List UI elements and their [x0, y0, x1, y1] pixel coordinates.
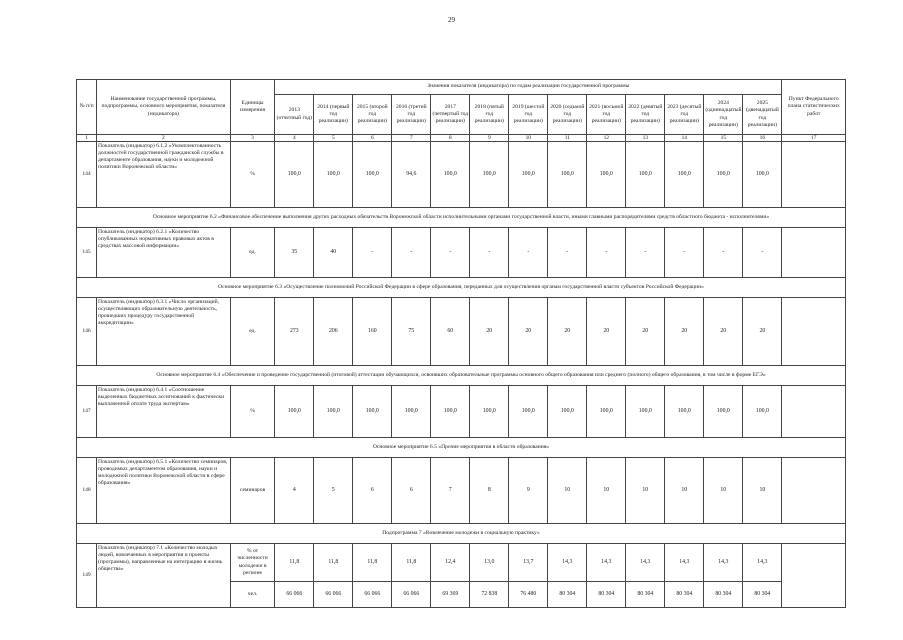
unit-cell: %: [230, 142, 275, 208]
value-cell: 10: [704, 458, 743, 524]
value-cell: 14,3: [704, 544, 743, 582]
column-index: 1: [77, 135, 97, 142]
row-number: 145: [77, 228, 97, 278]
value-cell: 8: [470, 458, 509, 524]
header-unit: Единицы измерения: [230, 80, 275, 135]
column-index: 13: [626, 135, 665, 142]
header-values: Значения показателя (индикатора) по годам реализации государственной программы: [275, 80, 782, 95]
plan-cell: [782, 386, 846, 438]
section-row: [77, 208, 846, 228]
unit-cell: % от численности молодежи в регионе: [230, 544, 275, 582]
value-cell: 60: [431, 298, 470, 366]
value-cell: 66 066: [353, 582, 392, 608]
row-number: 146: [77, 298, 97, 366]
value-cell: 273: [275, 298, 314, 366]
column-index: 11: [548, 135, 587, 142]
indicator-name: Показатель (индикатор) 6.5.1 «Количество семинаров, проводимых департаментом образования, науки и молодежной политики Воронежской области в сфере образования»: [97, 458, 231, 524]
value-cell: 12,4: [431, 544, 470, 582]
plan-cell: [782, 142, 846, 208]
value-cell: 66 066: [314, 582, 353, 608]
value-cell: 6: [392, 458, 431, 524]
plan-cell: [782, 298, 846, 366]
row-number: 149: [77, 544, 97, 608]
value-cell: -: [392, 228, 431, 278]
header-year: 2022 (девятый год реализации): [626, 95, 665, 135]
header-year: 2016 (третий год реализации): [392, 95, 431, 135]
column-index: 12: [587, 135, 626, 142]
value-cell: 20: [626, 298, 665, 366]
unit-cell: ед.: [230, 298, 275, 366]
value-cell: 20: [743, 298, 782, 366]
value-cell: 80 304: [626, 582, 665, 608]
value-cell: 100,0: [470, 386, 509, 438]
value-cell: 11,8: [353, 544, 392, 582]
value-cell: 100,0: [509, 142, 548, 208]
value-cell: 20: [470, 298, 509, 366]
value-cell: 80 304: [704, 582, 743, 608]
value-cell: 100,0: [275, 386, 314, 438]
value-cell: 160: [353, 298, 392, 366]
column-index: 16: [743, 135, 782, 142]
value-cell: 35: [275, 228, 314, 278]
plan-cell: [782, 458, 846, 524]
section-row: [77, 278, 846, 298]
value-cell: 100,0: [626, 142, 665, 208]
value-cell: 100,0: [275, 142, 314, 208]
value-cell: -: [353, 228, 392, 278]
value-cell: 20: [704, 298, 743, 366]
section-title: Основное мероприятие 6.5 «Прочие мероприятия в области образования»: [77, 438, 846, 458]
header-year: 2021 (восьмой год реализации): [587, 95, 626, 135]
plan-cell: [782, 544, 846, 608]
plan-cell: [782, 228, 846, 278]
column-index: 3: [230, 135, 275, 142]
value-cell: 75: [392, 298, 431, 366]
value-cell: 20: [548, 298, 587, 366]
value-cell: 7: [431, 458, 470, 524]
value-cell: 13,0: [470, 544, 509, 582]
value-cell: 13,7: [509, 544, 548, 582]
indicator-name: Показатель (индикатор) 6.2.1 «Количество опубликованных нормативных правовых актов в средствах массовой информации»: [97, 228, 231, 278]
value-cell: 5: [314, 458, 353, 524]
header-name: Наименование государственной программы, подпрограммы, основного мероприятия, показателя (индикатора): [97, 80, 231, 135]
value-cell: -: [704, 228, 743, 278]
indicator-name: Показатель (индикатор) 6.4.1 «Соотношение выделенных бюджетных ассигнований к фактически выплаченной оплате труда экспертам»: [97, 386, 231, 438]
section-title: Подпрограмма 7 «Вовлечение молодежи в социальную практику»: [77, 524, 846, 544]
value-cell: 11,8: [275, 544, 314, 582]
value-cell: 100,0: [587, 142, 626, 208]
value-cell: -: [548, 228, 587, 278]
column-index: 10: [509, 135, 548, 142]
value-cell: 40: [314, 228, 353, 278]
value-cell: 100,0: [665, 142, 704, 208]
value-cell: 14,3: [548, 544, 587, 582]
value-cell: -: [470, 228, 509, 278]
value-cell: -: [509, 228, 548, 278]
value-cell: 14,3: [665, 544, 704, 582]
value-cell: 4: [275, 458, 314, 524]
value-cell: 100,0: [314, 142, 353, 208]
header-year: 2017 (четвертый год реализации): [431, 95, 470, 135]
value-cell: 100,0: [743, 142, 782, 208]
section-title: Основное мероприятие 6.3 «Осуществление полномочий Российской Федерации в сфере образования, переданных для осуществления органам государственной власти субъектов Российской Федерации»: [77, 278, 846, 298]
header-year: 2019 (шестой год реализации): [509, 95, 548, 135]
column-index: 6: [353, 135, 392, 142]
value-cell: 100,0: [548, 386, 587, 438]
value-cell: 100,0: [704, 142, 743, 208]
table-row: [77, 544, 846, 582]
value-cell: 80 304: [587, 582, 626, 608]
header-year: 2014 (первый год реализации): [314, 95, 353, 135]
column-index: 7: [392, 135, 431, 142]
value-cell: 100,0: [314, 386, 353, 438]
value-cell: 100,0: [509, 386, 548, 438]
header-year: 2015 (второй год реализации): [353, 95, 392, 135]
table-row: [77, 142, 846, 208]
value-cell: 100,0: [353, 142, 392, 208]
value-cell: 11,8: [314, 544, 353, 582]
header-year: 2018 (пятый год реализации): [470, 95, 509, 135]
column-index: 14: [665, 135, 704, 142]
value-cell: 100,0: [431, 142, 470, 208]
column-index: 2: [97, 135, 231, 142]
value-cell: 80 304: [665, 582, 704, 608]
unit-cell: ед.: [230, 228, 275, 278]
value-cell: 9: [509, 458, 548, 524]
header-year: 2020 (седьмой год реализации): [548, 95, 587, 135]
section-row: [77, 438, 846, 458]
column-index: 17: [782, 135, 846, 142]
value-cell: 14,3: [587, 544, 626, 582]
header-plan: Пункт Федерального плана статистических работ: [782, 80, 846, 135]
value-cell: 76 480: [509, 582, 548, 608]
column-index: 5: [314, 135, 353, 142]
value-cell: 10: [626, 458, 665, 524]
table-row: [77, 386, 846, 438]
value-cell: 100,0: [548, 142, 587, 208]
section-row: [77, 366, 846, 386]
value-cell: 100,0: [392, 386, 431, 438]
column-index: 4: [275, 135, 314, 142]
value-cell: 100,0: [665, 386, 704, 438]
value-cell: 100,0: [704, 386, 743, 438]
indicator-name: Показатель (индикатор) 6.3.1 «Число организаций, осуществляющих образовательную деятельность, прошедших процедуру государственной аккредитации»: [97, 298, 231, 366]
value-cell: 100,0: [626, 386, 665, 438]
value-cell: -: [743, 228, 782, 278]
header-year: 2013 (отчетный год): [275, 95, 314, 135]
value-cell: 14,3: [743, 544, 782, 582]
value-cell: 20: [587, 298, 626, 366]
value-cell: 6: [353, 458, 392, 524]
header-year: 2023 (десятый год реализации): [665, 95, 704, 135]
value-cell: 206: [314, 298, 353, 366]
value-cell: 66 066: [392, 582, 431, 608]
value-cell: -: [626, 228, 665, 278]
value-cell: 100,0: [587, 386, 626, 438]
value-cell: 10: [665, 458, 704, 524]
column-index: 15: [704, 135, 743, 142]
value-cell: 100,0: [353, 386, 392, 438]
value-cell: 80 304: [743, 582, 782, 608]
value-cell: 10: [548, 458, 587, 524]
column-index: 9: [470, 135, 509, 142]
value-cell: 94,6: [392, 142, 431, 208]
table-row: [77, 458, 846, 524]
section-row: [77, 524, 846, 544]
section-title: Основное мероприятие 6.2 «Финансовое обеспечение выполнения других расходных обязательств Воронежской области исполнительными органами государственной власти, иными главными распорядителями средств областного бюджета - исполнителями»: [77, 208, 846, 228]
header-year: 2024 (одиннадцатый год реализации): [704, 95, 743, 135]
value-cell: 100,0: [431, 386, 470, 438]
row-number: 147: [77, 386, 97, 438]
indicator-name: Показатель (индикатор) 6.1.2 «Укомплектованность должностей государственной гражданской службы в департаменте образования, науки и молодежной политики Воронежской области»: [97, 142, 231, 208]
value-cell: 11,8: [392, 544, 431, 582]
value-cell: 10: [743, 458, 782, 524]
value-cell: 20: [509, 298, 548, 366]
value-cell: 100,0: [470, 142, 509, 208]
section-title: Основное мероприятие 6.4 «Обеспечение и проведение государственной (итоговой) аттестации обучающихся, освоивших образовательные программы основного общего образования или среднего (полного) общего образования, в том числе в форме ЕГЭ»: [77, 366, 846, 386]
value-cell: 10: [587, 458, 626, 524]
value-cell: 66 066: [275, 582, 314, 608]
value-cell: 72 838: [470, 582, 509, 608]
unit-cell: %: [230, 386, 275, 438]
value-cell: 14,3: [626, 544, 665, 582]
value-cell: 100,0: [743, 386, 782, 438]
indicator-name: Показатель (индикатор) 7.1 «Количество молодых людей, вовлеченных в мероприятия и проекты (программы), направленные на интеграцию в жизнь общества»: [97, 544, 231, 608]
table-row: [77, 228, 846, 278]
value-cell: 80 304: [548, 582, 587, 608]
page-number: 29: [448, 16, 455, 24]
indicator-table: [76, 79, 846, 608]
value-cell: -: [587, 228, 626, 278]
column-index: 8: [431, 135, 470, 142]
row-number: 148: [77, 458, 97, 524]
table-row: [77, 298, 846, 366]
header-year: 2025 (двенадцатый год реализации): [743, 95, 782, 135]
row-number: 144: [77, 142, 97, 208]
value-cell: 69 369: [431, 582, 470, 608]
unit-cell: чел.: [230, 582, 275, 608]
header-no: № п/п: [77, 80, 97, 135]
unit-cell: семинаров: [230, 458, 275, 524]
value-cell: -: [431, 228, 470, 278]
value-cell: 20: [665, 298, 704, 366]
value-cell: -: [665, 228, 704, 278]
